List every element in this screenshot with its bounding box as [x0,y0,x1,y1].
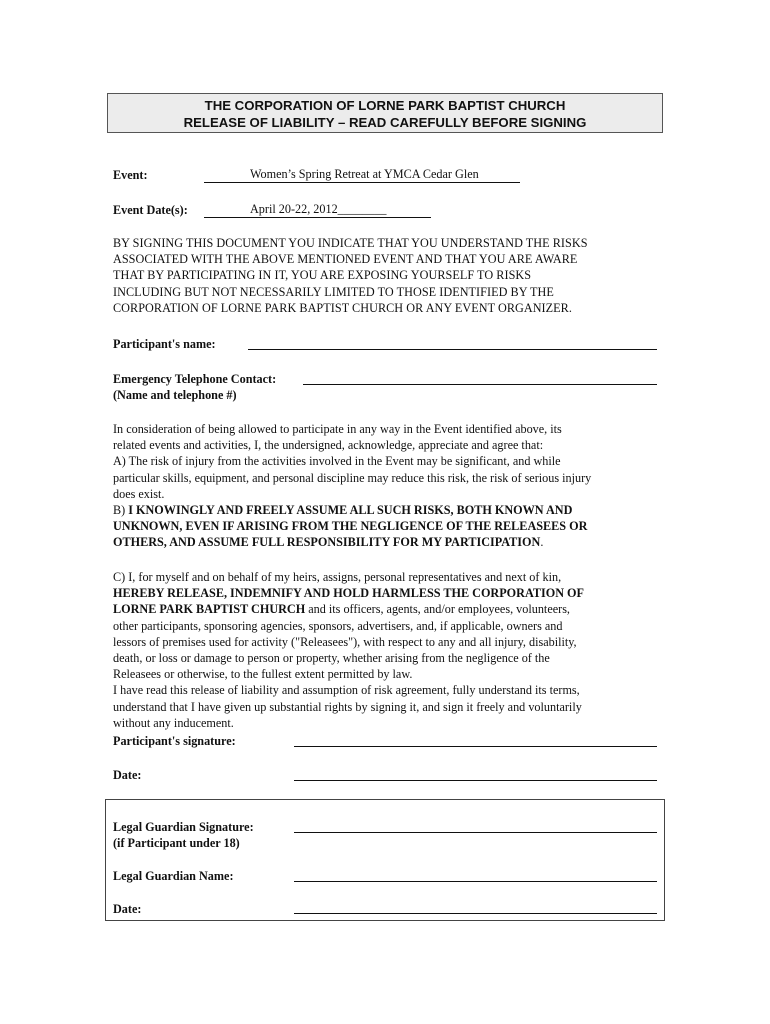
title-box [107,93,663,133]
event-dates-label: Event Date(s): [113,203,188,217]
emergency-contact-field[interactable] [303,384,657,385]
agreement-line: I have read this release of liability and assumption of risk agreement, fully understand its terms, [113,683,580,698]
agreement-line: understand that I have given up substantial rights by signing it, and sign it freely and voluntarily [113,699,582,714]
title-line-1: THE CORPORATION OF LORNE PARK BAPTIST CHURCH [204,98,566,113]
acknowledgement-line: INCLUDING BUT NOT NECESSARILY LIMITED TO THOSE IDENTIFIED BY THE [113,284,554,299]
event-dates-value: April 20-22, 2012________ [204,202,431,218]
clause-b-line [113,502,663,518]
clause-c-bold: LORNE PARK BAPTIST CHURCH [113,602,306,617]
clause-c-line: other participants, sponsoring agencies, sponsors, advertisers, and, if applicable, owners and [113,618,563,633]
agreement-line: without any inducement. [113,715,234,730]
guardian-name-field[interactable] [294,881,657,882]
clause-a-line: does exist. [113,486,165,501]
guardian-date-label: Date: [113,902,142,916]
clause-c-line: Releasees or otherwise, to the fullest extent permitted by law. [113,667,413,682]
clause-b-period: . [540,535,544,550]
acknowledgement-paragraph [113,235,663,316]
participant-signature-label: Participant's signature: [113,734,236,748]
consideration-line: In consideration of being allowed to participate in any way in the Event identified above, its [113,422,562,436]
event-value: Women’s Spring Retreat at YMCA Cedar Glen [204,167,520,183]
participant-name-field[interactable] [248,349,657,350]
acknowledgement-line: THAT BY PARTICIPATING IN IT, YOU ARE EXPOSING YOURSELF TO RISKS [113,268,532,283]
consideration-line: related events and activities, I, the undersigned, acknowledge, appreciate and agree that: [113,438,544,453]
acknowledgement-line: ASSOCIATED WITH THE ABOVE MENTIONED EVENT AND THAT YOU ARE AWARE [113,252,578,267]
date-label: Date: [113,768,142,782]
clause-c-line: death, or loss or damage to person or property, whether arising from the negligence of the [113,651,550,666]
clause-c-line [113,601,663,617]
date-field[interactable] [294,780,657,781]
guardian-signature-field[interactable] [294,832,657,833]
emergency-contact-sublabel: (Name and telephone #) [113,388,237,402]
clause-a-line: A) The risk of injury from the activities involved in the Event may be significant, and while [113,454,561,469]
emergency-contact-label: Emergency Telephone Contact: [113,372,277,386]
acknowledgement-line: BY SIGNING THIS DOCUMENT YOU INDICATE THAT YOU UNDERSTAND THE RISKS [113,236,588,250]
participant-name-label: Participant's name: [113,337,216,351]
guardian-signature-sublabel: (if Participant under 18) [113,836,240,850]
clause-c-bold-line: HEREBY RELEASE, INDEMNIFY AND HOLD HARMLESS THE CORPORATION OF [113,586,584,601]
title-line-2: RELEASE OF LIABILITY – READ CAREFULLY BEFORE SIGNING [183,115,587,130]
event-label: Event: [113,168,148,182]
guardian-name-label: Legal Guardian Name: [113,869,234,883]
clause-c-rest: and its officers, agents, and/or employees, volunteers, [305,602,570,617]
clause-b-prefix: B) [113,503,129,518]
participant-signature-field[interactable] [294,746,657,747]
clause-c-line: lessors of premises used for activity ("Releasees"), with respect to any and all injury, disability, [113,634,577,649]
guardian-date-field[interactable] [294,913,657,914]
guardian-section [105,799,665,921]
clause-b-bold: OTHERS, AND ASSUME FULL RESPONSIBILITY FOR MY PARTICIPATION [113,535,541,550]
clause-a-line: particular skills, equipment, and personal discipline may reduce this risk, the risk of serious injury [113,470,592,485]
guardian-signature-label: Legal Guardian Signature: [113,820,254,834]
acknowledgement-line: CORPORATION OF LORNE PARK BAPTIST CHURCH OR ANY EVENT ORGANIZER. [113,300,572,315]
release-paragraph [113,569,663,731]
clause-c-line: C) I, for myself and on behalf of my heirs, assigns, personal representatives and next of kin, [113,570,562,584]
clause-b-line [113,534,663,550]
consideration-paragraph [113,421,663,551]
clause-b-bold: I KNOWINGLY AND FREELY ASSUME ALL SUCH RISKS, BOTH KNOWN AND [128,503,573,518]
clause-b-line: UNKNOWN, EVEN IF ARISING FROM THE NEGLIGENCE OF THE RELEASEES OR [113,519,588,534]
